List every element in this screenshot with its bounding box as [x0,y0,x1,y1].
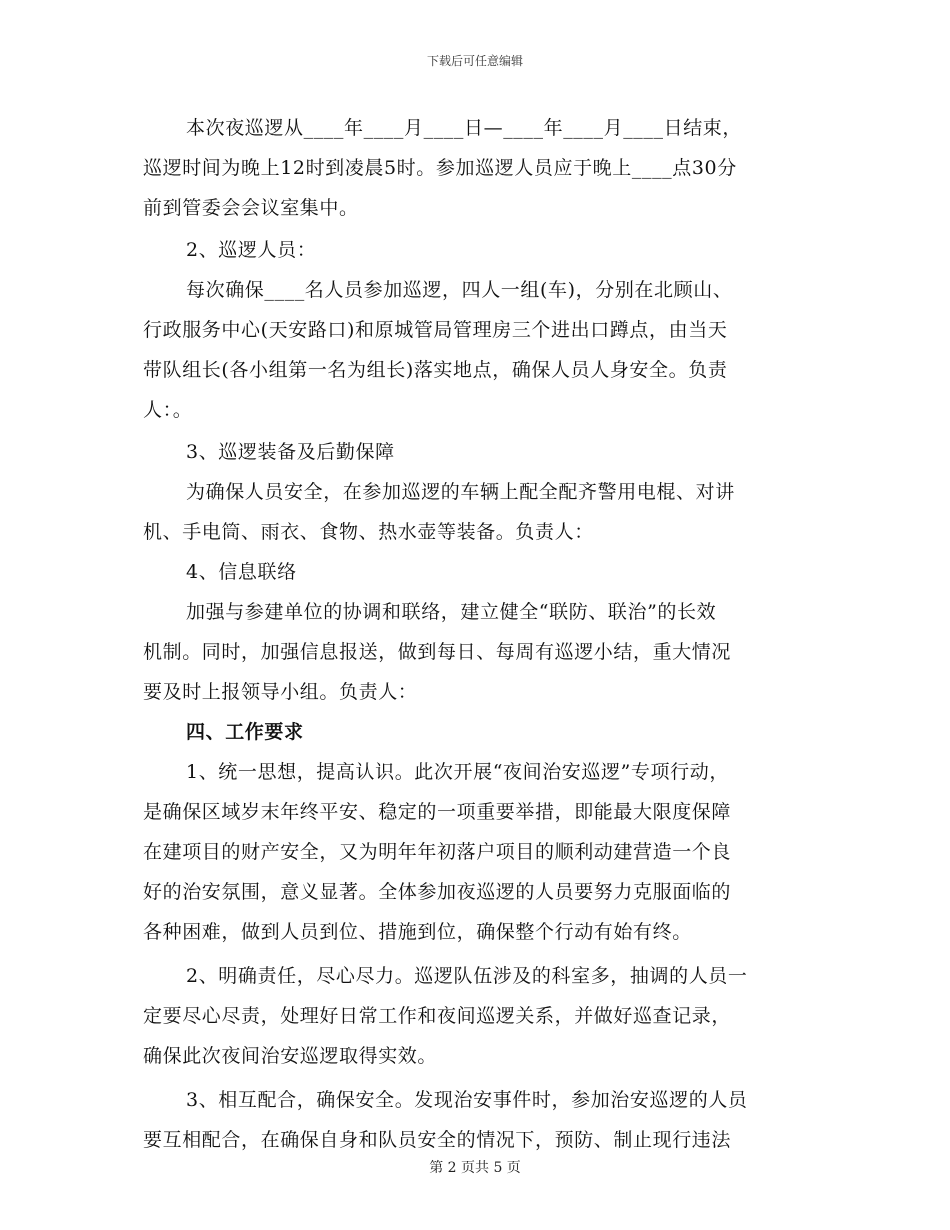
body-text-line: 在建项目的财产安全，又为明年年初落户项目的顺利动建营造一个良 [143,841,732,863]
section-heading: 四、工作要求 [186,721,304,743]
body-text-line: 本次夜巡逻从____年____月____日—____年____月____日结束， [186,117,743,139]
body-text-line: 要及时上报领导小组。负责人： [143,681,418,703]
body-text-line: 4、信息联络 [186,561,297,583]
body-text-line: 人：。 [143,399,193,421]
body-text-line: 3、巡逻装备及后勤保障 [186,441,395,463]
body-text-line: 带队组长(各小组第一名为组长)落实地点，确保人员人身安全。负责 [143,359,728,381]
body-text-line: 2、明确责任，尽心尽力。巡逻队伍涉及的科室多，抽调的人员一 [186,965,748,987]
page-header: 下载后可任意编辑 [426,54,523,68]
body-text-line: 巡逻时间为晚上12时到凌晨5时。参加巡逻人员应于晚上____点30分 [143,157,737,179]
body-text-line: 各种困难，做到人员到位、措施到位，确保整个行动有始有终。 [143,921,692,943]
body-text-line: 3、相互配合，确保安全。发现治安事件时，参加治安巡逻的人员 [186,1089,748,1111]
body-text-line: 2、巡逻人员： [186,239,317,261]
page-footer: 第 2 页共 5 页 [429,1160,521,1176]
body-text-line: 每次确保____名人员参加巡逻，四人一组(车)，分别在北顾山、 [186,279,733,301]
body-text-line: 好的治安氛围，意义显著。全体参加夜巡逻的人员要努力克服面临的 [143,881,732,903]
body-text-line: 是确保区域岁末年终平安、稳定的一项重要举措，即能最大限度保障 [143,801,732,823]
body-text-line: 机、手电筒、雨衣、食物、热水壶等装备。负责人： [143,521,594,543]
body-text-line: 机制。同时，加强信息报送，做到每日、每周有巡逻小结，重大情况 [143,641,732,663]
body-text-line: 加强与参建单位的协调和联络，建立健全“联防、联治”的长效 [186,601,717,623]
body-text-line: 要互相配合，在确保自身和队员安全的情况下，预防、制止现行违法 [143,1129,732,1151]
body-text-line: 1、统一思想，提高认识。此次开展“夜间治安巡逻”专项行动， [186,761,729,783]
body-text-line: 为确保人员安全，在参加巡逻的车辆上配全配齐警用电棍、对讲 [186,481,735,503]
body-text-line: 行政服务中心(天安路口)和原城管局管理房三个进出口蹲点，由当天 [143,319,728,341]
body-text-line: 定要尽心尽责，处理好日常工作和夜间巡逻关系，并做好巡查记录， [143,1005,732,1027]
document-body [143,108,813,1160]
body-text-line: 确保此次夜间治安巡逻取得实效。 [143,1045,438,1067]
body-text-line: 前到管委会会议室集中。 [143,197,359,219]
